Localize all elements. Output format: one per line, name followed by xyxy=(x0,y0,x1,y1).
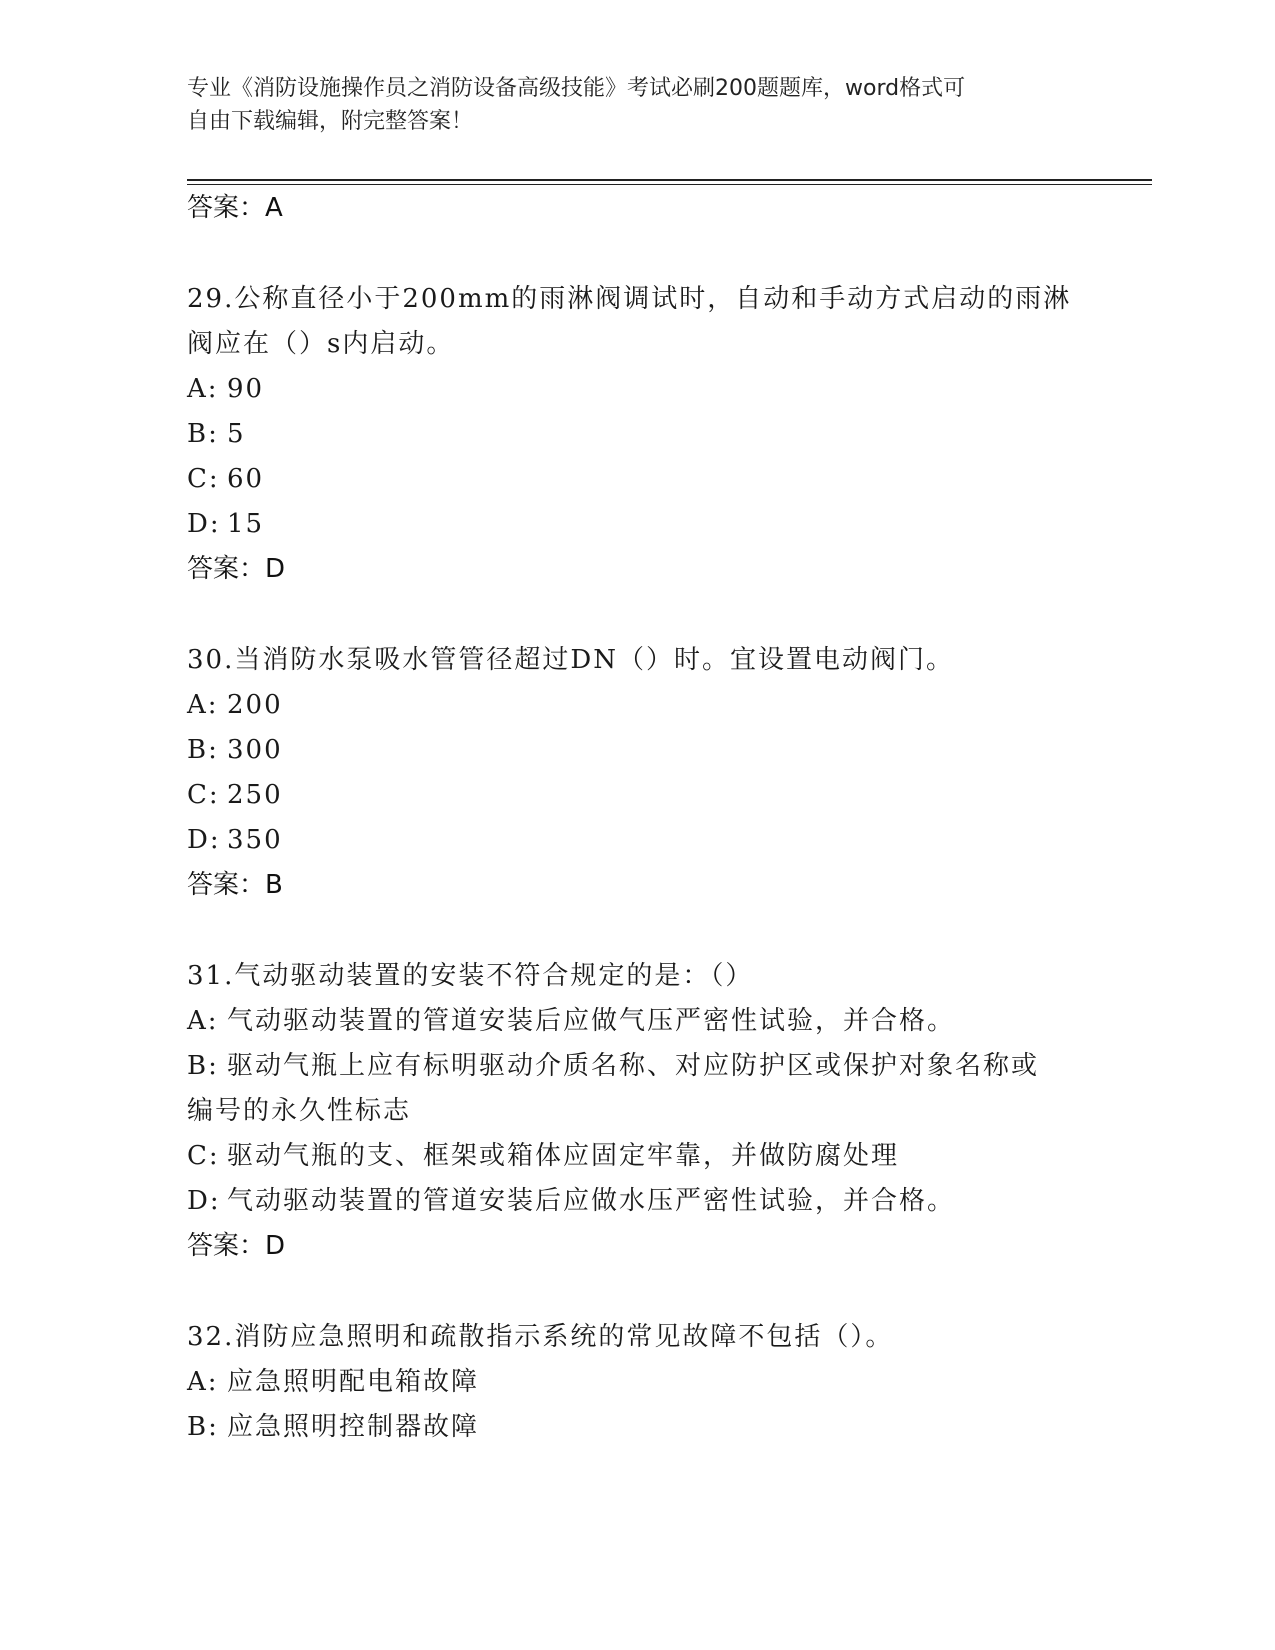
header-line-1: 专业《消防设施操作员之消防设备高级技能》考试必刷200题题库，word格式可 xyxy=(187,76,966,101)
question-31-option-a xyxy=(187,1005,955,1037)
question-30-option-a xyxy=(187,689,283,721)
option-text: 60 xyxy=(227,464,265,494)
document-header xyxy=(187,72,1087,138)
option-text: 250 xyxy=(227,780,283,810)
question-30-stem: 30.当消防水泵吸水管管径超过DN（）时。宜设置电动阀门。 xyxy=(187,645,954,675)
option-letter: B: xyxy=(187,735,219,765)
option-letter: C: xyxy=(187,1141,220,1171)
option-text: 300 xyxy=(227,735,283,765)
option-letter: A: xyxy=(187,1367,219,1397)
option-text: 90 xyxy=(227,374,265,404)
option-letter: A: xyxy=(187,374,219,404)
option-letter: B: xyxy=(187,419,219,449)
option-text: 气动驱动装置的管道安装后应做气压严密性试验，并合格。 xyxy=(227,1006,956,1036)
option-letter: D: xyxy=(187,825,221,855)
option-letter: D: xyxy=(187,1186,221,1216)
option-letter: A: xyxy=(187,1006,219,1036)
option-letter: A: xyxy=(187,690,219,720)
header-divider-thick xyxy=(187,179,1152,181)
option-letter: B: xyxy=(187,1051,219,1081)
option-text: 驱动气瓶的支、框架或箱体应固定牢靠，并做防腐处理 xyxy=(227,1141,900,1171)
question-30-option-c xyxy=(187,779,283,811)
question-32-option-a xyxy=(187,1366,479,1398)
question-31-option-b xyxy=(187,1050,1039,1082)
question-30-option-d xyxy=(187,824,283,856)
question-31-option-c xyxy=(187,1140,899,1172)
question-30-option-b xyxy=(187,734,283,766)
option-text: 驱动气瓶上应有标明驱动介质名称、对应防护区或保护对象名称或 xyxy=(227,1051,1040,1081)
option-letter: C: xyxy=(187,464,220,494)
header-divider-thin xyxy=(187,184,1152,185)
option-text: 应急照明控制器故障 xyxy=(227,1412,480,1442)
question-32-stem: 32.消防应急照明和疏散指示系统的常见故障不包括（）。 xyxy=(187,1322,894,1352)
question-29-option-b xyxy=(187,418,246,450)
question-29-option-d xyxy=(187,508,264,540)
question-32-option-b xyxy=(187,1411,479,1443)
answer-q31: 答案：D xyxy=(187,1231,286,1261)
option-text: 气动驱动装置的管道安装后应做水压严密性试验，并合格。 xyxy=(227,1186,956,1216)
question-29-option-a xyxy=(187,373,264,405)
question-29-option-c xyxy=(187,463,264,495)
answer-q30: 答案：B xyxy=(187,870,283,900)
question-29-stem-line-2: 阀应在（）s内启动。 xyxy=(187,329,455,359)
answer-q28: 答案：A xyxy=(187,193,283,223)
question-31-option-d xyxy=(187,1185,955,1217)
option-text: 5 xyxy=(227,419,246,449)
question-31-option-b-continuation: 编号的永久性标志 xyxy=(187,1096,412,1126)
option-text: 350 xyxy=(227,825,283,855)
option-letter: C: xyxy=(187,780,220,810)
question-31-stem: 31.气动驱动装置的安装不符合规定的是：（） xyxy=(187,961,754,991)
question-29-stem-line-1: 29.公称直径小于200mm的雨淋阀调试时，自动和手动方式启动的雨淋 xyxy=(187,284,1072,314)
option-text: 应急照明配电箱故障 xyxy=(227,1367,480,1397)
option-letter: B: xyxy=(187,1412,219,1442)
header-line-2: 自由下载编辑，附完整答案！ xyxy=(187,109,474,134)
option-text: 200 xyxy=(227,690,283,720)
option-letter: D: xyxy=(187,509,221,539)
answer-q29: 答案：D xyxy=(187,554,286,584)
option-text: 15 xyxy=(227,509,265,539)
